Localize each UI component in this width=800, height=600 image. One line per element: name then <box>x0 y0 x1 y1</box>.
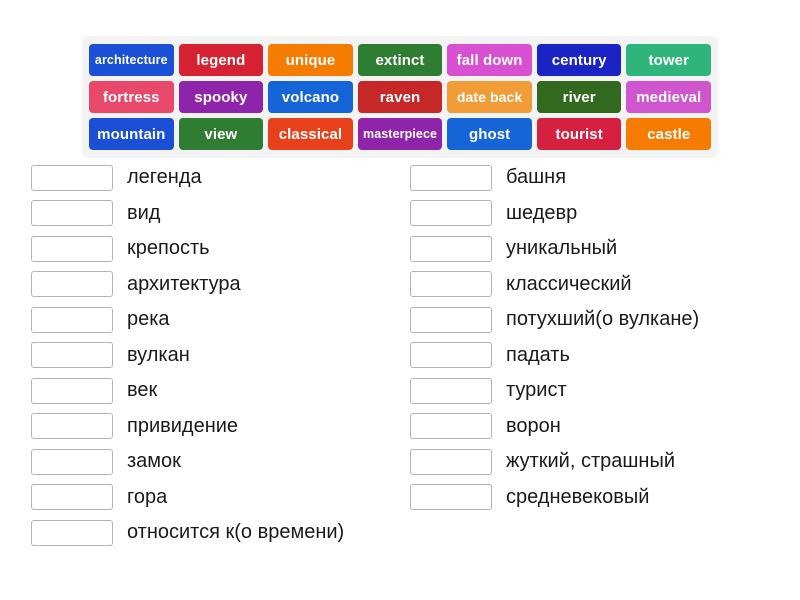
drop-box[interactable] <box>31 520 113 546</box>
answer-prompt: уникальный <box>506 237 618 260</box>
drop-box[interactable] <box>31 484 113 510</box>
answer-row <box>31 480 400 516</box>
word-tile[interactable]: ghost <box>447 118 532 150</box>
answer-prompt: жуткий, страшный <box>506 450 676 473</box>
drop-box[interactable] <box>410 449 492 475</box>
answer-prompt: классический <box>506 272 632 295</box>
drop-box[interactable] <box>410 236 492 262</box>
word-tile[interactable]: mountain <box>89 118 174 150</box>
answer-row <box>410 373 800 409</box>
word-tile[interactable]: extinct <box>358 44 443 76</box>
word-tile[interactable]: spooky <box>179 81 264 113</box>
answer-row <box>31 515 400 551</box>
word-tile[interactable]: castle <box>626 118 711 150</box>
word-tile[interactable]: tourist <box>537 118 622 150</box>
answer-prompt: замок <box>127 450 181 473</box>
answer-row <box>410 409 800 445</box>
answer-row <box>410 444 800 480</box>
answer-row <box>31 373 400 409</box>
drop-box[interactable] <box>31 449 113 475</box>
answer-columns <box>0 160 800 551</box>
drop-box[interactable] <box>31 378 113 404</box>
word-tile[interactable]: fall down <box>447 44 532 76</box>
answer-prompt: крепость <box>127 237 210 260</box>
drop-box[interactable] <box>410 342 492 368</box>
answer-prompt: гора <box>127 485 168 508</box>
answer-prompt: век <box>127 379 158 402</box>
drop-box[interactable] <box>31 271 113 297</box>
answer-row <box>410 196 800 232</box>
word-tile[interactable]: date back <box>447 81 532 113</box>
word-bank <box>82 36 718 158</box>
drop-box[interactable] <box>31 236 113 262</box>
word-tile[interactable]: unique <box>268 44 353 76</box>
drop-box[interactable] <box>31 413 113 439</box>
word-bank-row <box>89 44 711 76</box>
answer-row <box>410 231 800 267</box>
answer-row <box>31 231 400 267</box>
drop-box[interactable] <box>31 342 113 368</box>
drop-box[interactable] <box>410 378 492 404</box>
drop-box[interactable] <box>31 200 113 226</box>
answer-row <box>410 338 800 374</box>
answer-prompt: средневековый <box>506 485 650 508</box>
answer-row <box>410 302 800 338</box>
answer-row <box>31 444 400 480</box>
answer-prompt: архитектура <box>127 272 241 295</box>
answer-row <box>31 196 400 232</box>
answer-column-right <box>400 160 800 551</box>
drop-box[interactable] <box>410 200 492 226</box>
drop-box[interactable] <box>410 484 492 510</box>
drop-box[interactable] <box>31 165 113 191</box>
answer-row <box>31 267 400 303</box>
drop-box[interactable] <box>410 271 492 297</box>
answer-row <box>31 409 400 445</box>
word-tile[interactable]: architecture <box>89 44 174 76</box>
answer-row <box>31 160 400 196</box>
drop-box[interactable] <box>31 307 113 333</box>
answer-prompt: вулкан <box>127 343 190 366</box>
word-bank-row <box>89 118 711 150</box>
word-tile[interactable]: river <box>537 81 622 113</box>
answer-prompt: падать <box>506 343 570 366</box>
answer-column-left <box>0 160 400 551</box>
word-tile[interactable]: century <box>537 44 622 76</box>
word-tile[interactable]: masterpiece <box>358 118 443 150</box>
drop-box[interactable] <box>410 307 492 333</box>
word-tile[interactable]: fortress <box>89 81 174 113</box>
answer-prompt: турист <box>506 379 567 402</box>
word-tile[interactable]: medieval <box>626 81 711 113</box>
word-tile[interactable]: view <box>179 118 264 150</box>
drop-box[interactable] <box>410 413 492 439</box>
answer-row <box>31 338 400 374</box>
answer-prompt: река <box>127 308 170 331</box>
word-tile[interactable]: classical <box>268 118 353 150</box>
answer-row <box>410 480 800 516</box>
answer-prompt: ворон <box>506 414 561 437</box>
word-tile[interactable]: raven <box>358 81 443 113</box>
answer-prompt: потухший(о вулкане) <box>506 308 700 331</box>
answer-prompt: шедевр <box>506 201 578 224</box>
answer-row <box>31 302 400 338</box>
answer-prompt: легенда <box>127 166 202 189</box>
answer-prompt: привидение <box>127 414 239 437</box>
word-bank-row <box>89 81 711 113</box>
answer-row <box>410 267 800 303</box>
answer-prompt: относится к(о времени) <box>127 521 345 544</box>
answer-prompt: вид <box>127 201 161 224</box>
word-tile[interactable]: tower <box>626 44 711 76</box>
drop-box[interactable] <box>410 165 492 191</box>
word-tile[interactable]: legend <box>179 44 264 76</box>
answer-prompt: башня <box>506 166 567 189</box>
word-tile[interactable]: volcano <box>268 81 353 113</box>
answer-row <box>410 160 800 196</box>
